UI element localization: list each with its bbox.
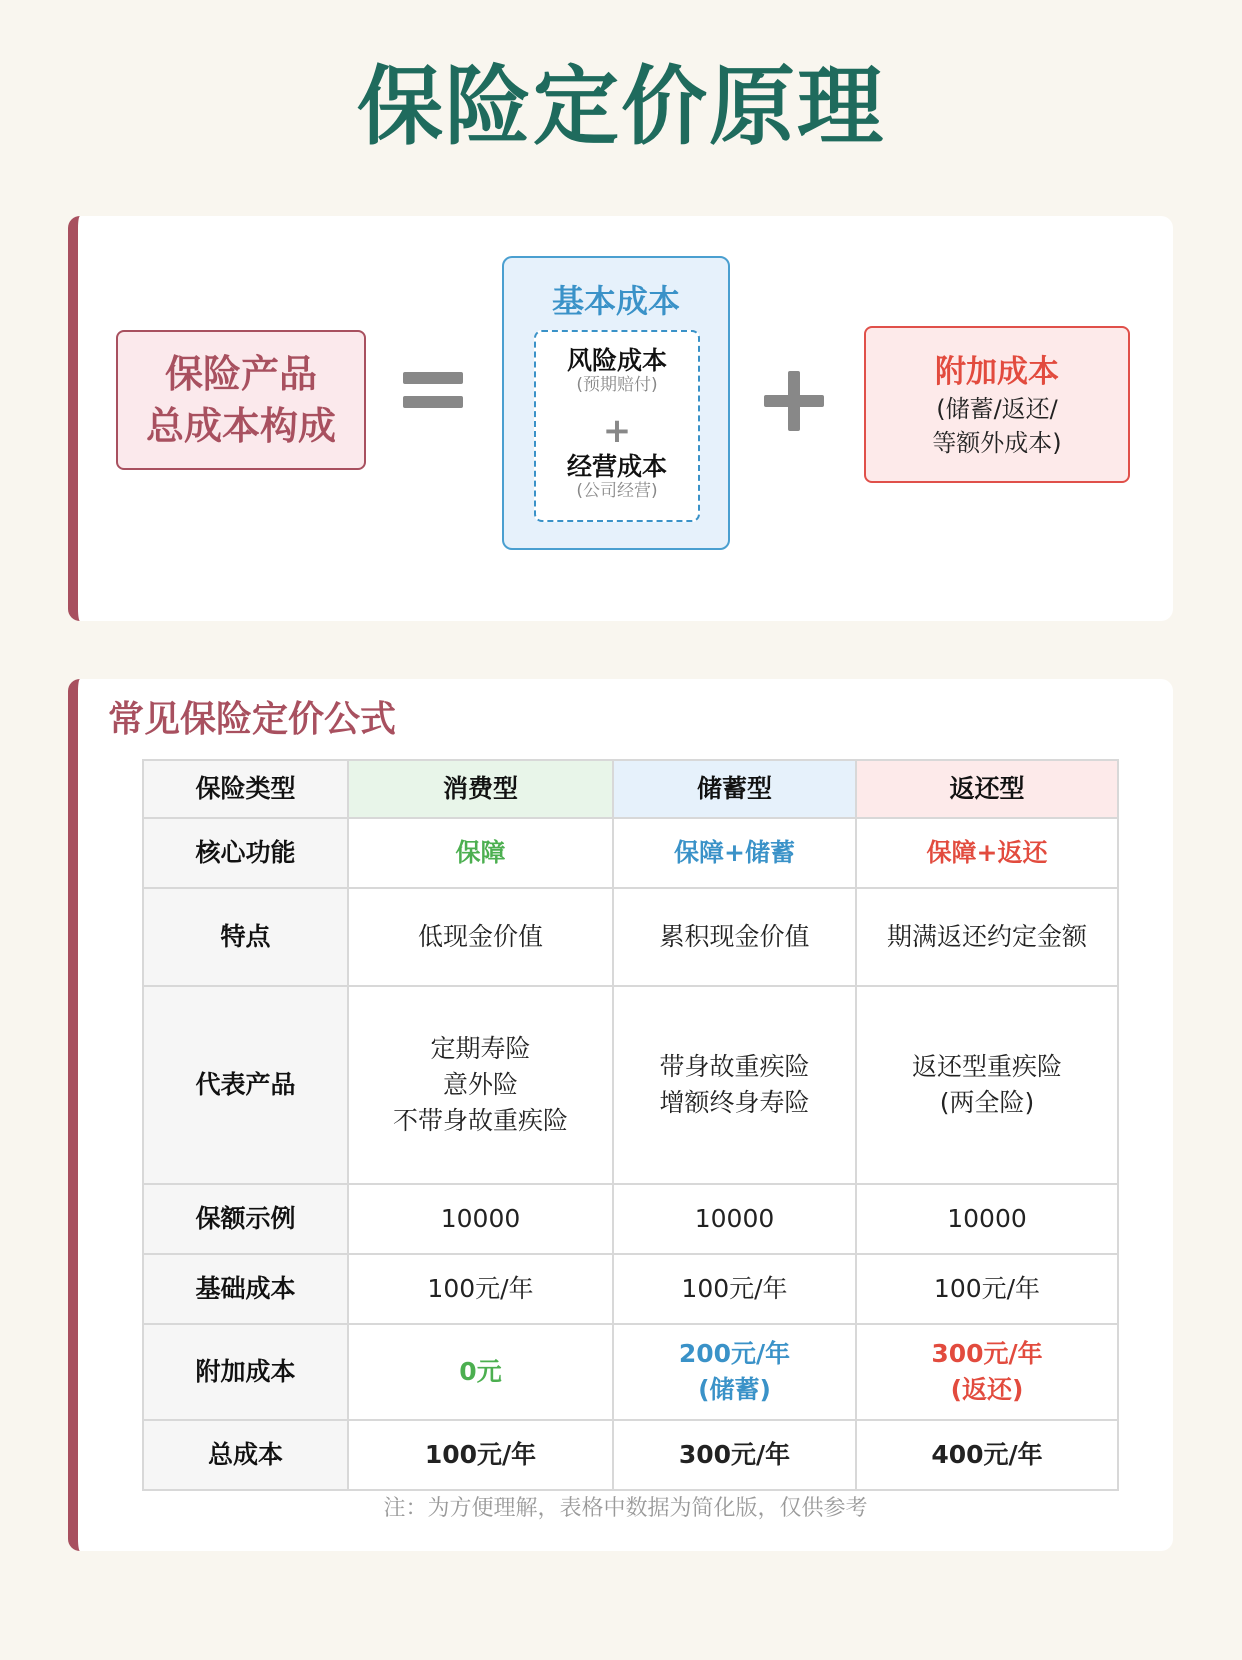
row-label: 保额示例 — [143, 1184, 348, 1254]
cell-line: (储蓄) — [698, 1375, 771, 1404]
cell-line: 带身故重疾险 — [659, 1052, 810, 1081]
extra-cost-title: 附加成本 — [935, 354, 1059, 390]
table-row — [143, 1184, 1118, 1254]
table-cell — [348, 1324, 613, 1420]
section-title: 常见保险定价公式 — [108, 699, 397, 740]
table-row — [143, 1420, 1118, 1490]
cell-line: 100元/年 — [681, 1274, 788, 1303]
table-cell — [856, 986, 1118, 1184]
table-cell — [348, 1184, 613, 1254]
base-cost-box — [502, 256, 730, 550]
table-cell — [613, 1420, 856, 1490]
equals-icon — [403, 366, 463, 416]
table-cell — [856, 1254, 1118, 1324]
cell-line: 保障+返还 — [926, 838, 1048, 867]
cell-line: 400元/年 — [931, 1440, 1043, 1469]
risk-cost-label: 风险成本 — [566, 346, 667, 375]
header-return: 返还型 — [856, 760, 1118, 818]
cell-line: 300元/年 — [678, 1440, 791, 1469]
cell-line: 返还型重疾险 — [911, 1052, 1062, 1081]
pricing-formula-card — [68, 679, 1173, 1551]
ops-cost-sub: (公司经营) — [576, 481, 658, 501]
table-cell — [856, 818, 1118, 888]
cell-line: 不带身故重疾险 — [392, 1106, 568, 1135]
cell-line: 低现金价值 — [417, 922, 543, 951]
table-cell — [613, 888, 856, 986]
page-title: 保险定价原理 — [357, 57, 885, 157]
cell-line: 10000 — [947, 1204, 1027, 1233]
row-label: 核心功能 — [143, 818, 348, 888]
header-type: 保险类型 — [143, 760, 348, 818]
cell-line: 300元/年 — [931, 1339, 1043, 1368]
total-cost-box — [116, 330, 366, 470]
cell-line: 定期寿险 — [430, 1034, 531, 1063]
table-cell — [348, 986, 613, 1184]
pricing-table — [142, 759, 1119, 1491]
row-label: 基础成本 — [143, 1254, 348, 1324]
cell-line: 保障+储蓄 — [674, 838, 795, 867]
table-row — [143, 986, 1118, 1184]
cell-line: 100元/年 — [933, 1274, 1041, 1303]
extra-cost-desc-1: (储蓄/返还/ — [936, 395, 1058, 423]
cell-line: 10000 — [694, 1204, 775, 1233]
cell-line: 10000 — [440, 1204, 521, 1233]
table-cell — [613, 986, 856, 1184]
inner-plus-icon: + — [602, 411, 632, 451]
extra-cost-box — [864, 326, 1130, 483]
base-cost-title: 基本成本 — [551, 282, 680, 320]
table-cell — [856, 1324, 1118, 1420]
ops-cost — [536, 452, 698, 500]
table-cell — [613, 1184, 856, 1254]
total-cost-line1: 保险产品 — [164, 352, 317, 396]
extra-cost-desc-2: 等额外成本) — [932, 429, 1062, 457]
cell-line: (两全险) — [939, 1088, 1035, 1117]
table-cell — [613, 1324, 856, 1420]
row-label: 附加成本 — [143, 1324, 348, 1420]
cell-line: 增额终身寿险 — [659, 1088, 810, 1117]
cell-line: (返还) — [950, 1375, 1024, 1404]
total-cost-line2: 总成本构成 — [145, 404, 336, 448]
risk-cost — [536, 346, 698, 394]
cell-line: 100元/年 — [424, 1440, 537, 1469]
cell-line: 0元 — [459, 1357, 502, 1386]
table-header-row — [143, 760, 1118, 818]
cell-line: 200元/年 — [678, 1339, 791, 1368]
table-cell — [856, 888, 1118, 986]
cell-line: 期满返还约定金额 — [886, 922, 1087, 951]
cell-line: 100元/年 — [427, 1274, 534, 1303]
cell-line: 累积现金价值 — [659, 922, 810, 951]
plus-icon — [764, 371, 824, 431]
table-cell — [348, 818, 613, 888]
table-row — [143, 1254, 1118, 1324]
table-row — [143, 1324, 1118, 1420]
row-label: 特点 — [143, 888, 348, 986]
table-cell — [613, 1254, 856, 1324]
cost-equation-card — [68, 216, 1173, 621]
row-label: 总成本 — [143, 1420, 348, 1490]
header-savings: 储蓄型 — [613, 760, 856, 818]
table-cell — [856, 1184, 1118, 1254]
risk-cost-sub: (预期赔付) — [576, 375, 658, 395]
base-cost-components — [534, 330, 700, 522]
table-row — [143, 888, 1118, 986]
cell-line: 保障 — [455, 838, 506, 867]
table-cell — [348, 888, 613, 986]
table-row — [143, 818, 1118, 888]
table-cell — [856, 1420, 1118, 1490]
ops-cost-label: 经营成本 — [566, 452, 667, 481]
table-cell — [348, 1254, 613, 1324]
cell-line: 意外险 — [442, 1070, 518, 1099]
header-consumer: 消费型 — [348, 760, 613, 818]
table-cell — [613, 818, 856, 888]
row-label: 代表产品 — [143, 986, 348, 1184]
table-cell — [348, 1420, 613, 1490]
footnote: 注：为方便理解，表格中数据为简化版，仅供参考 — [383, 1496, 868, 1521]
